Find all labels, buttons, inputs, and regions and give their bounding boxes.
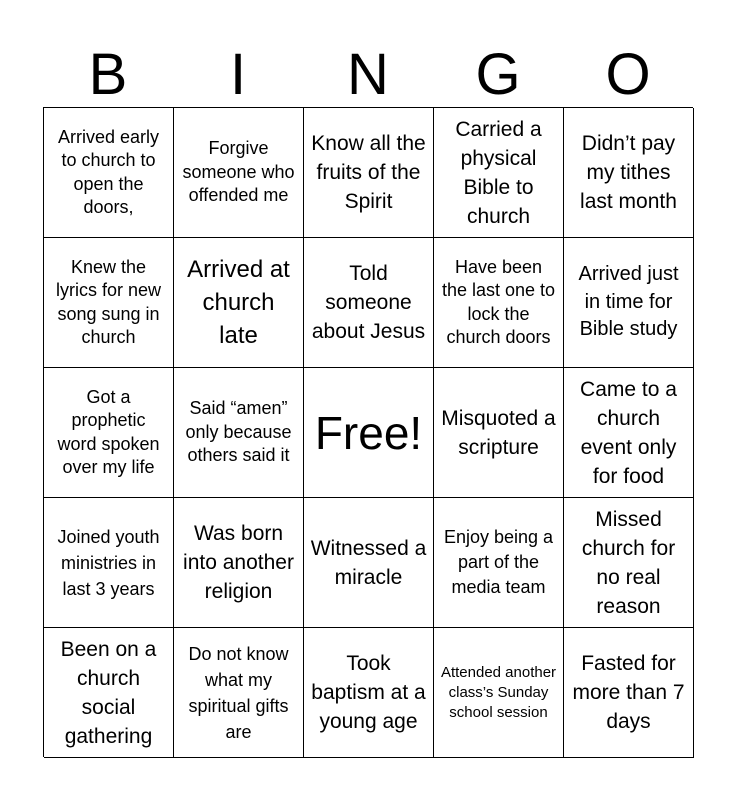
cell-text: Arrived early to church to open the doors, xyxy=(57,126,160,217)
cell-text: Joined youth ministries in last 3 years xyxy=(57,526,160,599)
cell-text: Got a prophetic word spoken over my life xyxy=(57,386,160,477)
bingo-cell[interactable] xyxy=(174,498,304,628)
cell-text: Have been the last one to lock the church doors xyxy=(441,256,556,347)
bingo-cell[interactable] xyxy=(564,628,694,758)
bingo-cell[interactable] xyxy=(174,108,304,238)
bingo-cell[interactable] xyxy=(434,368,564,498)
bingo-cell[interactable] xyxy=(304,108,434,238)
bingo-cell[interactable] xyxy=(564,498,694,628)
bingo-cell[interactable] xyxy=(564,368,694,498)
cell-text: Forgive someone who offended me xyxy=(182,138,295,206)
header-letter-o: O xyxy=(605,42,651,107)
cell-text: Carried a physical Bible to church xyxy=(455,117,542,228)
bingo-cell[interactable] xyxy=(434,238,564,368)
cell-text: Attended another class’s Sunday school session xyxy=(440,663,557,721)
header-letter-i: I xyxy=(229,42,247,107)
bingo-cell[interactable] xyxy=(44,368,174,498)
cell-text: Arrived at church late xyxy=(187,256,290,349)
bingo-cell[interactable] xyxy=(174,238,304,368)
bingo-cell[interactable] xyxy=(564,108,694,238)
cell-text: Said “amen” only because others said it xyxy=(185,398,292,466)
cell-text: Been on a church social gathering xyxy=(60,637,157,748)
bingo-cell[interactable] xyxy=(564,238,694,368)
cell-text: Enjoy being a part of the media team xyxy=(443,527,554,597)
bingo-cell[interactable] xyxy=(434,108,564,238)
header-letter-n: N xyxy=(347,42,389,107)
bingo-cell[interactable] xyxy=(434,498,564,628)
bingo-cell[interactable] xyxy=(44,238,174,368)
bingo-header xyxy=(43,44,693,106)
bingo-cell[interactable] xyxy=(174,628,304,758)
header-letter-g: G xyxy=(475,42,521,107)
cell-text: Was born into another religion xyxy=(183,522,294,603)
bingo-cell[interactable] xyxy=(304,628,434,758)
bingo-cell[interactable] xyxy=(44,628,174,758)
bingo-cell[interactable] xyxy=(44,108,174,238)
bingo-cell[interactable] xyxy=(44,498,174,628)
bingo-cell[interactable] xyxy=(434,628,564,758)
cell-text: Misquoted a scripture xyxy=(441,406,556,459)
header-letter-b: B xyxy=(88,42,128,107)
bingo-cell[interactable] xyxy=(304,238,434,368)
bingo-cell[interactable] xyxy=(174,368,304,498)
cell-text: Do not know what my spiritual gifts are xyxy=(188,643,289,742)
cell-text: Fasted for more than 7 days xyxy=(572,652,685,733)
free-space[interactable] xyxy=(304,368,434,498)
cell-text: Knew the lyrics for new song sung in church xyxy=(55,256,162,347)
cell-text: Arrived just in time for Bible study xyxy=(578,263,679,341)
cell-text: Came to a church event only for food xyxy=(580,377,677,488)
free-space-label: Free! xyxy=(314,406,423,459)
cell-text: Didn’t pay my tithes last month xyxy=(580,132,677,213)
cell-text: Missed church for no real reason xyxy=(581,507,676,618)
cell-text: Told someone about Jesus xyxy=(311,262,426,343)
cell-text: Witnessed a miracle xyxy=(310,536,427,589)
cell-text: Know all the fruits of the Spirit xyxy=(311,132,426,213)
cell-text: Took baptism at a young age xyxy=(311,652,426,733)
bingo-board xyxy=(43,107,693,757)
bingo-cell[interactable] xyxy=(304,498,434,628)
